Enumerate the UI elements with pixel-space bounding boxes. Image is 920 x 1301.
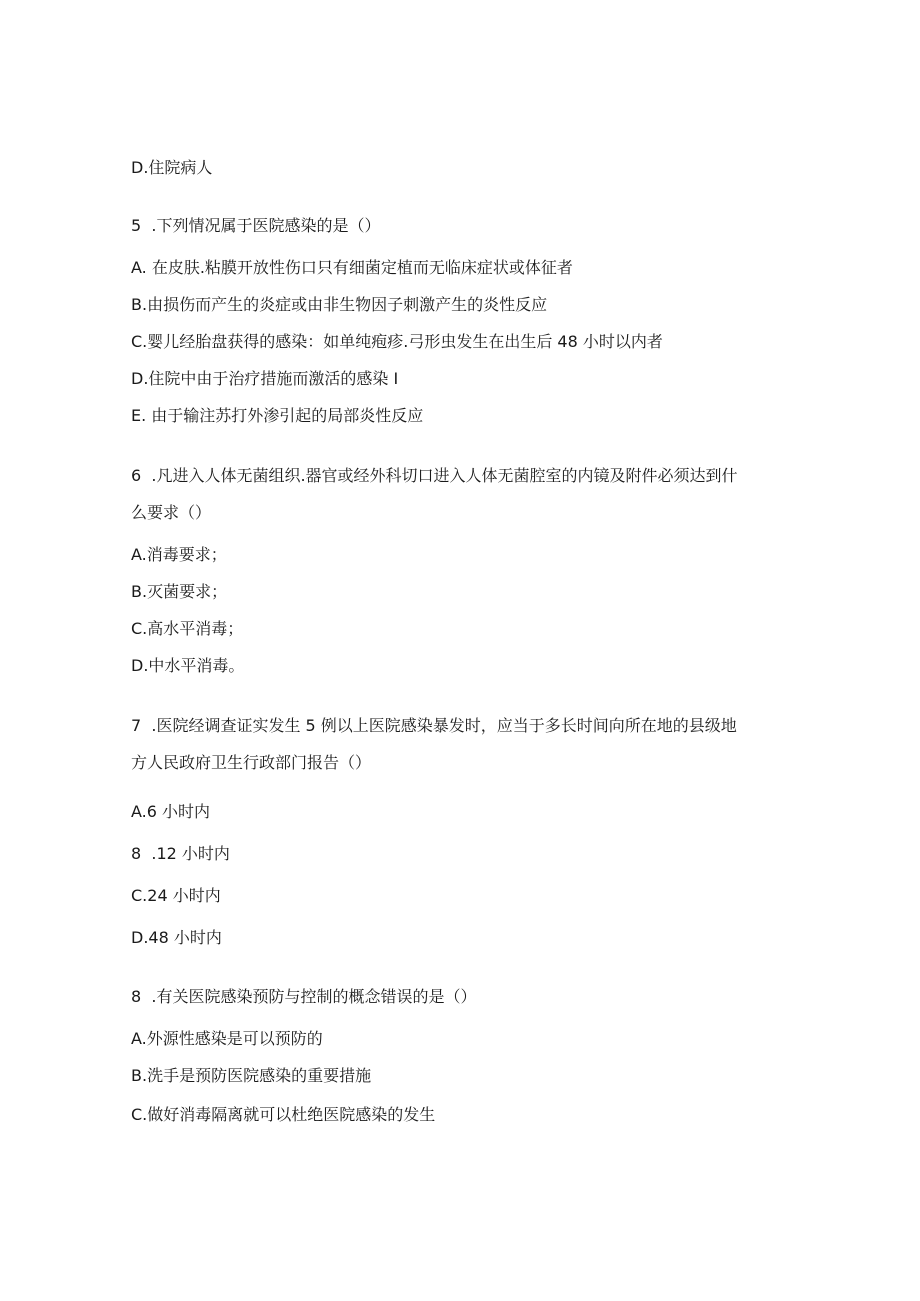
q6-option-a: A.消毒要求； xyxy=(131,545,227,564)
q5-option-d: D.住院中由于治疗措施而激活的感染 I xyxy=(131,369,399,388)
q4-option-d: D.住院病人 xyxy=(131,158,213,177)
q7-option-c: C.24 小时内 xyxy=(131,886,221,905)
q7-question-line1: 7 .医院经调查证实发生 5 例以上医院感染暴发时，应当于多长时间向所在地的县级地 xyxy=(131,716,737,735)
q8-option-b: B.洗手是预防医院感染的重要措施 xyxy=(131,1066,372,1085)
q6-option-d: D.中水平消毒。 xyxy=(131,656,245,675)
q5-option-b: B.由损伤而产生的炎症或由非生物因子刺激产生的炎性反应 xyxy=(131,295,548,314)
q8-option-c: C.做好消毒隔离就可以杜绝医院感染的发生 xyxy=(131,1105,436,1124)
q6-question-line1: 6 .凡进入人体无菌组织.器官或经外科切口进入人体无菌腔室的内镜及附件必须达到什 xyxy=(131,466,738,485)
q5-question: 5 .下列情况属于医院感染的是（） xyxy=(131,216,381,235)
q8-option-a: A.外源性感染是可以预防的 xyxy=(131,1029,323,1048)
q5-option-e: E. 由于输注苏打外渗引起的局部炎性反应 xyxy=(131,406,424,425)
q7-option-a: A.6 小时内 xyxy=(131,802,211,821)
q6-option-b: B.灭菌要求； xyxy=(131,582,228,601)
q5-option-a: A. 在皮肤.粘膜开放性伤口只有细菌定植而无临床症状或体征者 xyxy=(131,258,573,277)
q7-option-d: D.48 小时内 xyxy=(131,928,222,947)
q8-question: 8 .有关医院感染预防与控制的概念错误的是（） xyxy=(131,987,477,1006)
q6-option-c: C.高水平消毒； xyxy=(131,619,244,638)
q7-option-b: 8 .12 小时内 xyxy=(131,844,230,863)
q6-question-line2: 么要求（） xyxy=(131,503,212,522)
q7-question-line2: 方人民政府卫生行政部门报告（） xyxy=(131,753,372,772)
q5-option-c: C.婴儿经胎盘获得的感染：如单纯疱疹.弓形虫发生在出生后 48 小时以内者 xyxy=(131,332,663,351)
